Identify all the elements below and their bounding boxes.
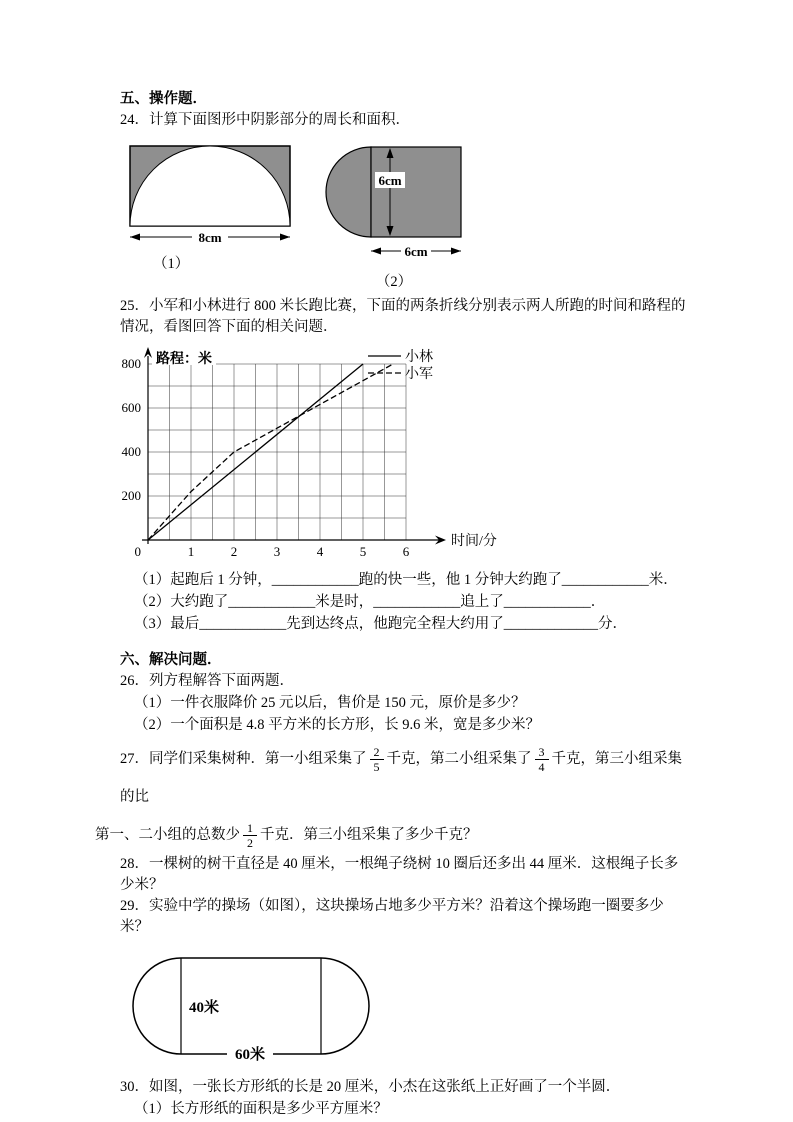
q24-figures — [125, 141, 687, 292]
q25-sub-1: （1）起跑后 1 分钟，____________跑的快一些，他 1 分钟大约跑了____________米． — [134, 572, 678, 588]
legend-label: 小林 — [405, 350, 433, 365]
q26-text: 26．列方程解答下面两题． — [120, 673, 294, 689]
stadium-playground-figure — [125, 948, 387, 1068]
fig1-width-label: 8cm — [198, 230, 222, 245]
dimension-arrow-left — [371, 248, 381, 255]
q25-sub-2: （2）大约跑了____________米是时，____________追上了____________． — [134, 594, 606, 610]
q27-text-5: 千克．第三小组采集了多少千克？ — [260, 827, 478, 843]
origin-label: 0 — [134, 544, 141, 559]
q29-text: 29．实验中学的操场（如图），这块操场占地多少平方米？沿着这个操场跑一圈要多少米？ — [120, 898, 664, 935]
x-tick-label: 3 — [273, 544, 281, 559]
shaded-square — [371, 147, 461, 237]
stadium-height-label: 40米 — [189, 1000, 220, 1016]
y-tick-label: 200 — [121, 488, 141, 503]
stadium-width-label: 60米 — [234, 1047, 266, 1063]
q26-sub-1: （1）一件衣服降价 25 元以后，售价是 150 元，原价是多少？ — [134, 695, 526, 711]
q24-figure-2-caption: （2） — [375, 274, 413, 290]
dimension-arrow-right — [451, 248, 461, 255]
legend-label: 小军 — [405, 367, 433, 382]
x-tick-label: 1 — [187, 544, 195, 559]
q29-figure — [125, 948, 687, 1073]
q24-figure-2 — [323, 141, 465, 292]
q24-figure-1 — [125, 141, 297, 274]
dimension-arrow-left — [130, 234, 140, 241]
rect-with-white-semicircle-figure — [125, 141, 297, 249]
dimension-arrow-right — [280, 234, 290, 241]
fraction-one-half: $\frac{1}{2}$ — [243, 822, 257, 850]
q25-chart-area — [98, 344, 687, 567]
x-tick-label: 4 — [316, 544, 324, 559]
section-5-title: 五、操作题． — [120, 91, 207, 107]
fig2-height-label: 6cm — [378, 173, 402, 188]
q30-sub-1: （1）长方形纸的面积是多少平方厘米？ — [134, 1101, 388, 1117]
q25-text: 25．小军和小林进行 800 米长跑比赛，下面的两条折线分别表示两人所跑的时间和路程的情况，看图回答下面的相关问题． — [120, 298, 686, 335]
q27-text-4: 第一、二小组的总数少 — [95, 827, 240, 843]
q25-sub-3: （3）最后____________先到达终点，他跑完全程大约用了_____________分． — [134, 616, 627, 632]
q24-figure-1-caption: （1） — [153, 256, 190, 272]
q24-text: 24．计算下面图形中阴影部分的周长和面积． — [120, 112, 410, 128]
x-tick-label: 6 — [402, 544, 410, 559]
fraction-three-quarters: $\frac{3}{4}$ — [535, 746, 549, 774]
q27-text-3: 千克，第三小组采集的比 — [120, 751, 682, 805]
x-tick-label: 2 — [230, 544, 238, 559]
shaded-semicircle — [326, 147, 371, 237]
y-tick-label: 600 — [121, 400, 141, 415]
q27-line-2 — [95, 816, 687, 854]
y-tick-label: 400 — [121, 444, 141, 459]
x-tick-label: 5 — [359, 544, 367, 559]
y-axis-title: 路程：米 — [156, 352, 212, 367]
semicircle-with-square-figure — [323, 141, 465, 267]
fraction-two-fifths: $\frac{2}{5}$ — [370, 746, 384, 774]
y-tick-label: 800 — [121, 356, 141, 371]
q27-text-1: 27．同学们采集树种．第一小组采集了 — [120, 751, 367, 767]
section-6-title: 六、解决问题． — [120, 652, 222, 668]
distance-time-line-chart — [98, 344, 503, 562]
q26-sub-2: （2）一个面积是 4.8 平方米的长方形，长 9.6 米，宽是多少米？ — [134, 717, 540, 733]
q30-text: 30．如图，一张长方形纸的长是 20 厘米，小杰在这张纸上正好画了一个半圆． — [120, 1079, 621, 1095]
stadium-outline — [133, 958, 369, 1054]
x-axis-title: 时间/分 — [451, 534, 497, 549]
fig2-width-label: 6cm — [404, 244, 428, 259]
q27-text-2: 千克，第二小组采集了 — [386, 751, 532, 767]
q27-line-1 — [120, 740, 687, 816]
q28-text: 28．一棵树的树干直径是 40 厘米，一根绳子绕树 10 圈后还多出 44 厘米．这根绳子长多少米？ — [120, 856, 679, 893]
